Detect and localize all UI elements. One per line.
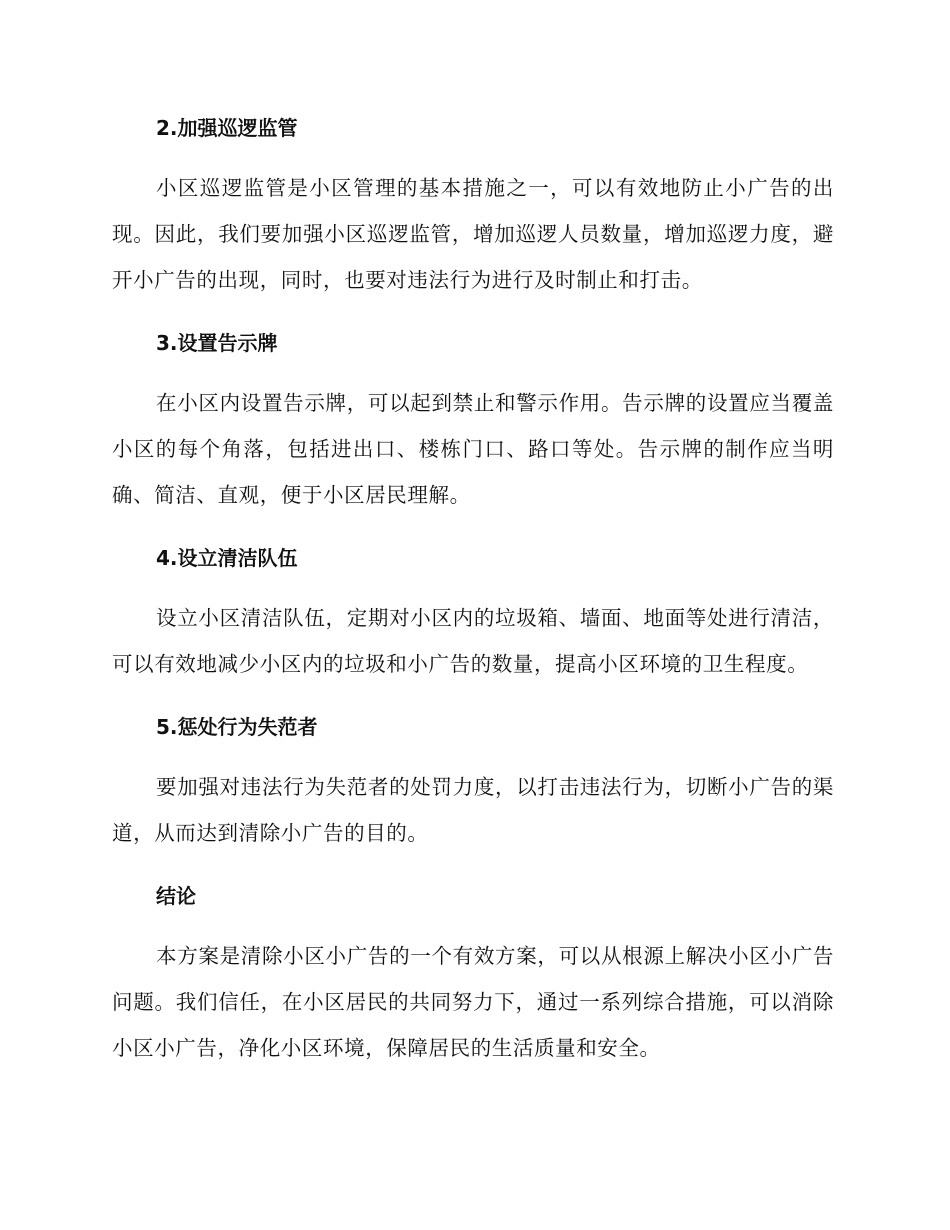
section-heading-punishment: 5.惩处行为失范者 <box>156 715 318 739</box>
section-body-punishment: 要加强对违法行为失范者的处罚力度，以打击违法行为，切断小广告的渠道，从而达到清除小广告的目的。 <box>112 775 834 845</box>
document-page <box>112 110 834 1071</box>
section-body-conclusion: 本方案是清除小区小广告的一个有效方案，可以从根源上解决小区小广告问题。我们信任，在小区居民的共同努力下，通过一系列综合措施，可以消除小区小广告，净化小区环境，保障居民的生活质量和安全。 <box>112 944 834 1060</box>
section-heading-cleaning-team: 4.设立清洁队伍 <box>156 546 298 570</box>
section-body-cleaning-team: 设立小区清洁队伍，定期对小区内的垃圾箱、墙面、地面等处进行清洁，可以有效地减少小区内的垃圾和小广告的数量，提高小区环境的卫生程度。 <box>112 606 834 676</box>
section-heading-conclusion: 结论 <box>156 884 196 908</box>
section-body-patrol: 小区巡逻监管是小区管理的基本措施之一，可以有效地防止小广告的出现。因此，我们要加强小区巡逻监管，增加巡逻人员数量，增加巡逻力度，避开小广告的出现，同时，也要对违法行为进行及时制止和打击。 <box>112 176 834 292</box>
section-heading-patrol: 2.加强巡逻监管 <box>156 116 298 140</box>
section-body-signboard: 在小区内设置告示牌，可以起到禁止和警示作用。告示牌的设置应当覆盖小区的每个角落，包括进出口、楼栋门口、路口等处。告示牌的制作应当明确、简洁、直观，便于小区居民理解。 <box>112 391 834 507</box>
section-heading-signboard: 3.设置告示牌 <box>156 331 278 355</box>
